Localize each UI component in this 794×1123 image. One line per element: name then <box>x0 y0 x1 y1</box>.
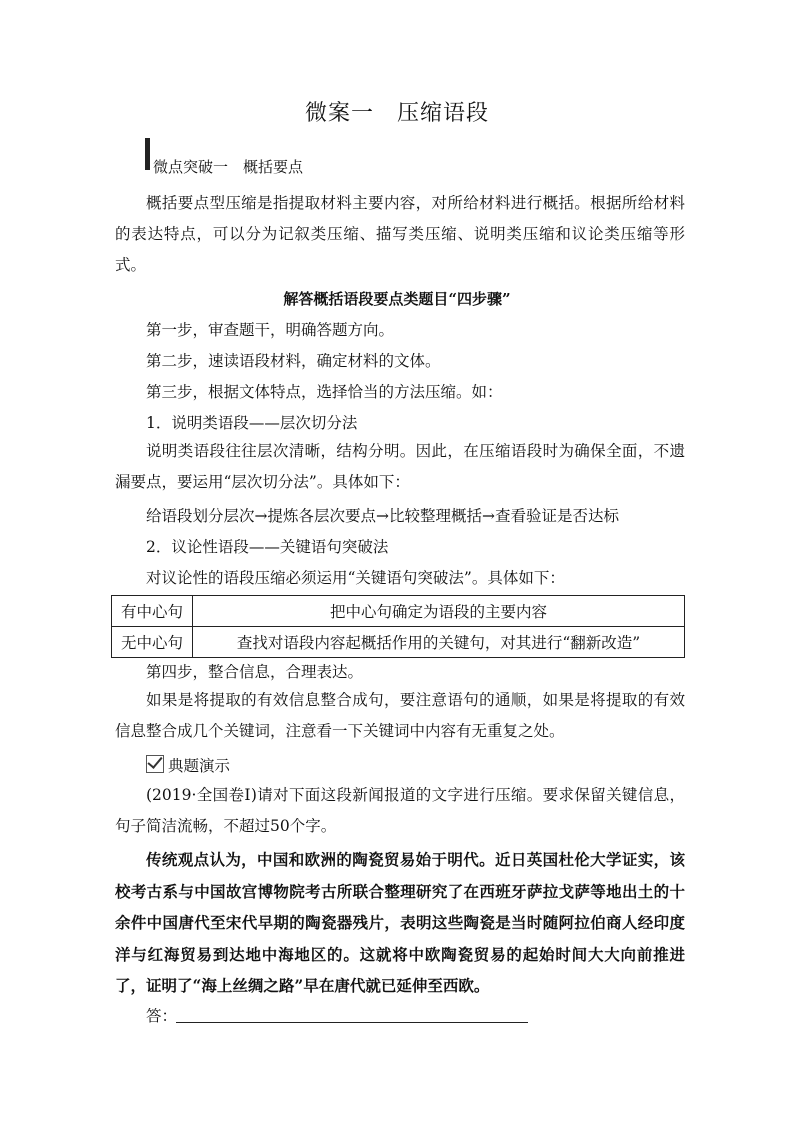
answer-line[interactable] <box>176 1022 528 1023</box>
step-2: 第二步，速读语段材料，确定材料的文体。 <box>146 352 441 370</box>
table-key: 无中心句 <box>112 627 193 658</box>
section-title: 微点突破一 概括要点 <box>153 158 304 176</box>
step-4: 第四步，整合信息，合理表达。 <box>146 663 364 681</box>
method-1-description: 说明类语段往往层次清晰，结构分明。因此，在压缩语段时为确保全面，不遗漏要点，要运用“层次切分法”。具体如下： <box>115 442 685 491</box>
intro-paragraph: 概括要点型压缩是指提取材料主要内容，对所给材料进行概括。根据所给材料的表达特点，可以分为记叙类压缩、描写类压缩、说明类压缩和议论类压缩等形式。 <box>115 194 685 274</box>
steps-heading: 解答概括语段要点类题目“四步骤” <box>283 290 511 308</box>
method-2-title: 2．议论性语段——关键语句突破法 <box>146 538 389 556</box>
step-1: 第一步，审查题干，明确答题方向。 <box>146 321 395 339</box>
method-1-title: 1．说明类语段——层次切分法 <box>146 414 358 432</box>
question-paragraph: (2019·全国卷Ⅰ)请对下面这段新闻报道的文字进行压缩。要求保留关键信息，句子简洁流畅，不超过50个字。 <box>115 786 685 835</box>
page-title: 微案一 压缩语段 <box>304 101 489 126</box>
table-value: 把中心句确定为语段的主要内容 <box>193 596 685 627</box>
checkbox-icon <box>146 755 164 773</box>
step-4-description: 如果是将提取的有效信息整合成句，要注意语句的通顺，如果是将提取的有效信息整合成几个关键词，注意看一下关键词中内容有无重复之处。 <box>115 691 685 740</box>
example-heading <box>146 754 230 776</box>
table-key: 有中心句 <box>112 596 193 627</box>
method-2-description: 对议论性的语段压缩必须运用“关键语句突破法”。具体如下： <box>146 569 565 587</box>
step-3: 第三步，根据文体特点，选择恰当的方法压缩。如： <box>146 383 503 401</box>
table-value: 查找对语段内容起概括作用的关键句，对其进行“翻新改造” <box>193 627 685 658</box>
section-heading <box>145 156 303 177</box>
answer-area <box>146 1004 177 1026</box>
table-row <box>112 596 685 627</box>
example-heading-label: 典题演示 <box>168 757 231 775</box>
answer-label: 答： <box>146 1007 178 1025</box>
table-row <box>112 627 685 658</box>
section-marker-icon <box>145 138 150 170</box>
passage-paragraph: 传统观点认为，中国和欧洲的陶瓷贸易始于明代。近日英国杜伦大学证实，该校考古系与中国故宫博物院考古所联合整理研究了在西班牙萨拉戈萨等地出土的十余件中国唐代至宋代早期的陶瓷器残片，表明这些陶瓷是当时随阿拉伯商人经印度洋与红海贸易到达地中海地区的。这就将中欧陶瓷贸易的起始时间大大向前推进了，证明了“海上丝绸之路”早在唐代就已延伸至西欧。 <box>115 850 685 995</box>
method-table <box>111 595 685 658</box>
method-1-flow: 给语段划分层次→提炼各层次要点→比较整理概括→查看验证是否达标 <box>146 507 619 525</box>
